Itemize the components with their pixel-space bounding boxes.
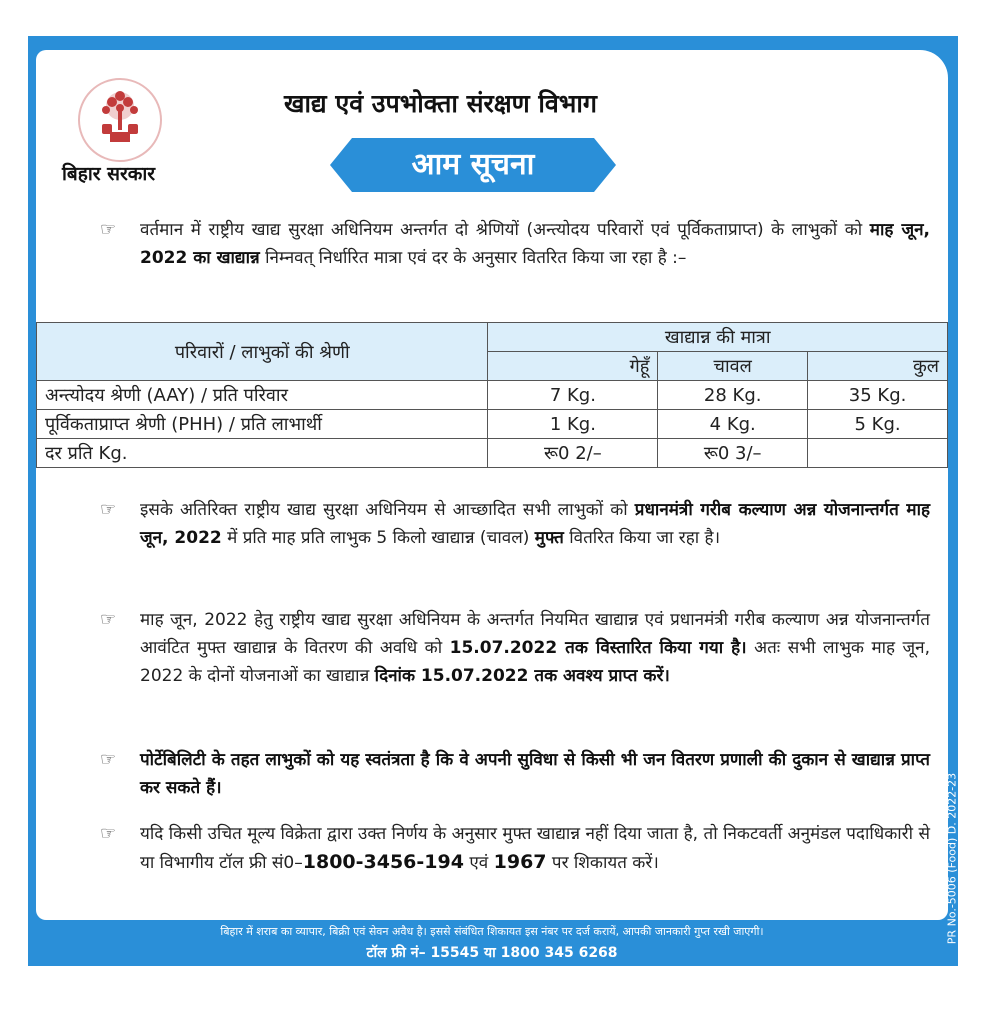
table-row: दर प्रति Kg. रू0 2/– रू0 3/–: [37, 439, 948, 468]
category-header: परिवारों / लाभुकों की श्रेणी: [37, 323, 488, 381]
complaint-paragraph: ☞ यदि किसी उचित मूल्य विक्रेता द्वारा उक्त निर्णय के अनुसार मुफ्त खाद्यान्न नहीं दिया जाता है, तो निकटवर्ती अनुमंडल पदाधिकारी से या विभागीय टॉल फ्री सं0–1800-3456-194 एवं 1967 पर शिकायत करें।: [140, 820, 930, 877]
rice-header: चावल: [658, 352, 808, 381]
pointing-hand-icon: ☞: [100, 219, 117, 240]
footer-tollfree: टॉल फ्री नं– 15545 या 1800 345 6268: [366, 945, 618, 961]
pointing-hand-icon: ☞: [100, 749, 117, 770]
wheat-header: गेहूँ: [488, 352, 658, 381]
total-header: कुल: [808, 352, 948, 381]
pointing-hand-icon: ☞: [100, 609, 117, 630]
side-code: [944, 760, 960, 960]
intro-paragraph: ☞ वर्तमान में राष्ट्रीय खाद्य सुरक्षा अधिनियम अन्तर्गत दो श्रेणियों (अन्त्योदय परिवारों एवं पूर्विकताप्राप्त) के लाभुकों को माह जून, 2022 का खाद्यान्न निम्नवत् निर्धारित मात्रा एवं दर के अनुसार वितरित किया जा रहा है :–: [140, 216, 930, 272]
table-row: अन्त्योदय श्रेणी (AAY) / प्रति परिवार 7 Kg. 28 Kg. 35 Kg.: [37, 381, 948, 410]
table-row: पूर्विकताप्राप्त श्रेणी (PHH) / प्रति लाभार्थी 1 Kg. 4 Kg. 5 Kg.: [37, 410, 948, 439]
ration-table: [36, 322, 948, 468]
banner-title: आम सूचना: [411, 147, 535, 182]
quantity-header: खाद्यान्न की मात्रा: [488, 323, 948, 352]
bihar-emblem-icon: [78, 78, 162, 162]
state-name: बिहार सरकार: [62, 163, 156, 185]
department-title: खाद्य एवं उपभोक्ता संरक्षण विभाग: [284, 89, 597, 118]
pr-number: PR No.-5006 (Food) D. 2022-23: [945, 772, 959, 945]
pointing-hand-icon: ☞: [100, 823, 117, 844]
footer-strip: [36, 922, 948, 966]
pointing-hand-icon: ☞: [100, 499, 117, 520]
table-header-row: [37, 323, 948, 352]
footer-warning: बिहार में शराब का व्यापार, बिक्री एवं सेवन अवैध है। इससे संबंधित शिकायत इस नंबर पर दर्ज करायें, आपकी जानकारी गुप्त रखी जाएगी।: [220, 925, 764, 938]
portability-paragraph: ☞ पोर्टेबिलिटी के तहत लाभुकों को यह स्वतंत्रता है कि वे अपनी सुविधा से किसी भी जन वितरण प्रणाली की दुकान से खाद्यान्न प्राप्त कर सकते हैं।: [140, 746, 930, 802]
extension-paragraph: ☞ माह जून, 2022 हेतु राष्ट्रीय खाद्य सुरक्षा अधिनियम के अन्तर्गत नियमित खाद्यान्न एवं प्रधानमंत्री गरीब कल्याण अन्न योजनान्तर्गत आवंटित मुफ्त खाद्यान्न के वितरण की अवधि को 15.07.2022 तक विस्तारित किया गया है। अतः सभी लाभुक माह जून, 2022 के दोनों योजनाओं का खाद्यान्न दिनांक 15.07.2022 तक अवश्य प्राप्त करें।: [140, 606, 930, 690]
notice-banner: [330, 138, 616, 192]
free-grain-paragraph: ☞ इसके अतिरिक्त राष्ट्रीय खाद्य सुरक्षा अधिनियम से आच्छादित सभी लाभुकों को प्रधानमंत्री गरीब कल्याण अन्न योजनान्तर्गत माह जून, 2022 में प्रति माह प्रति लाभुक 5 किलो खाद्यान्न (चावल) मुफ्त वितरित किया जा रहा है।: [140, 496, 930, 552]
